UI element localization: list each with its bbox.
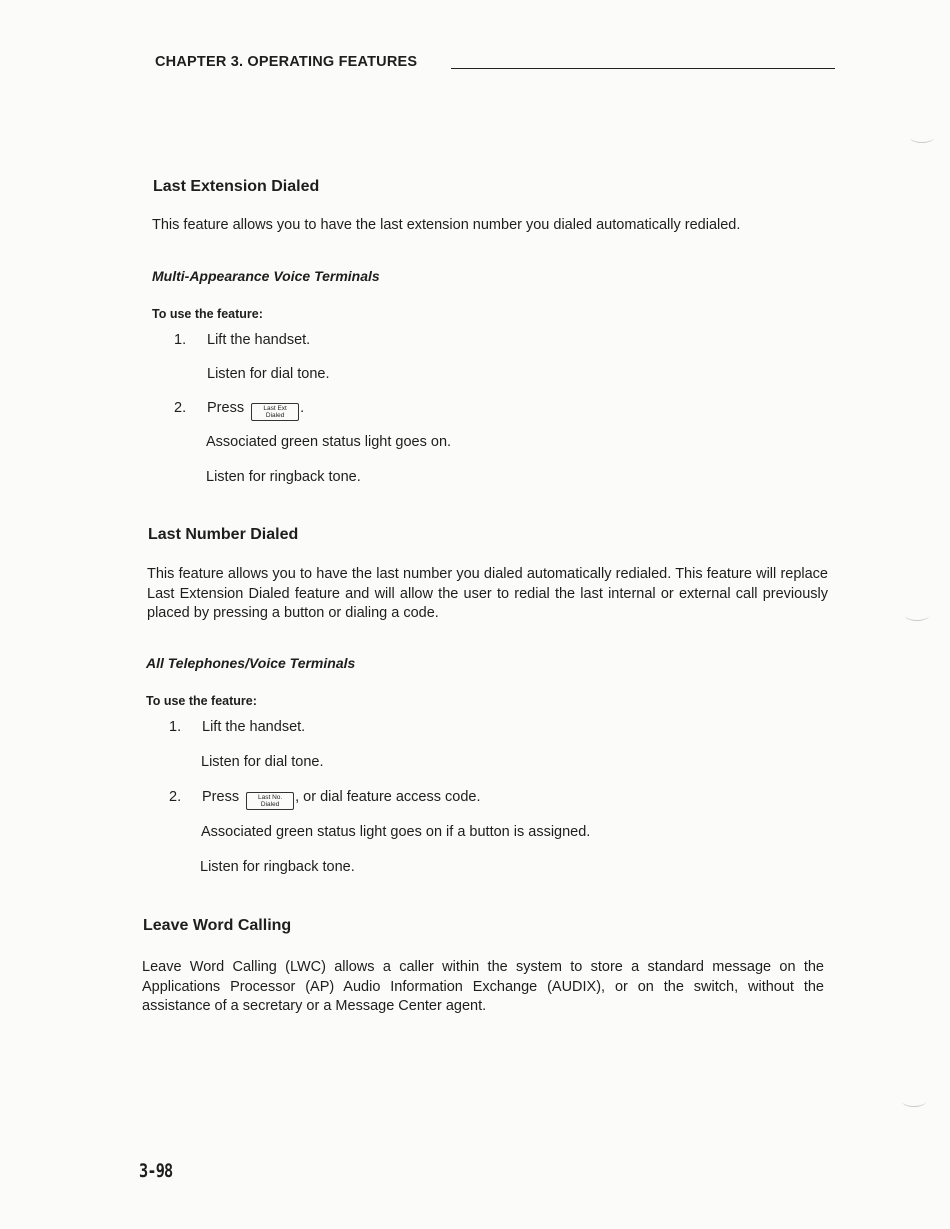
margin-mark	[910, 132, 934, 143]
step-2-note-ringback: Listen for ringback tone.	[206, 469, 361, 485]
last-no-dialed-key: Last No. Dialed	[246, 792, 294, 810]
margin-mark	[905, 610, 929, 621]
use-feature-label: To use the feature:	[152, 307, 263, 321]
step-2	[174, 400, 304, 421]
last-ext-dialed-key: Last Ext Dialed	[251, 403, 299, 421]
step-number: 1.	[174, 332, 187, 348]
step-text: Lift the handset.	[202, 719, 306, 735]
step-text-after: .	[300, 400, 305, 416]
section-intro-last-extension-dialed: This feature allows you to have the last extension number you dialed automatically redialed.	[152, 217, 741, 233]
section-intro-leave-word-calling: Leave Word Calling (LWC) allows a caller within the system to store a standard message on the Applications Processor (AP) Audio Information Exchange (AUDIX), or on the switch, without the assistance of a secretary or a Message Center agent.	[142, 959, 824, 1014]
section-title-last-number-dialed: Last Number Dialed	[148, 526, 299, 543]
header-rule	[451, 68, 835, 69]
step-text: Lift the handset.	[207, 332, 311, 348]
step-text: Press	[202, 789, 240, 805]
step-number: 1.	[169, 719, 182, 735]
step-2-note-ringback: Listen for ringback tone.	[200, 859, 355, 875]
step-1-note: Listen for dial tone.	[207, 366, 330, 382]
chapter-header: CHAPTER 3. OPERATING FEATURES	[155, 54, 418, 70]
subheading-all-telephones: All Telephones/Voice Terminals	[146, 655, 356, 671]
section-title-leave-word-calling: Leave Word Calling	[143, 917, 292, 934]
use-feature-label: To use the feature:	[146, 694, 257, 708]
step-2-note-light: Associated green status light goes on.	[206, 434, 452, 450]
step-text: Press	[207, 400, 245, 416]
step-2-note-light: Associated green status light goes on if a button is assigned.	[201, 824, 591, 840]
section-intro-last-number-dialed: This feature allows you to have the last number you dialed automatically redialed. This feature will replace Last Extension Dialed feature and will allow the user to redial the last internal or external call previously placed by pressing a button or dialing a code.	[147, 566, 828, 621]
section-title-last-extension-dialed: Last Extension Dialed	[153, 178, 320, 195]
page-number: 3-98	[139, 1160, 173, 1182]
step-1	[169, 719, 305, 735]
margin-mark	[902, 1096, 926, 1107]
step-1-note: Listen for dial tone.	[201, 754, 324, 770]
step-number: 2.	[169, 789, 182, 805]
step-1	[174, 332, 310, 348]
step-number: 2.	[174, 400, 187, 416]
step-text-after: , or dial feature access code.	[295, 789, 481, 805]
step-2	[169, 789, 481, 810]
subheading-multi-appearance: Multi-Appearance Voice Terminals	[152, 268, 380, 284]
